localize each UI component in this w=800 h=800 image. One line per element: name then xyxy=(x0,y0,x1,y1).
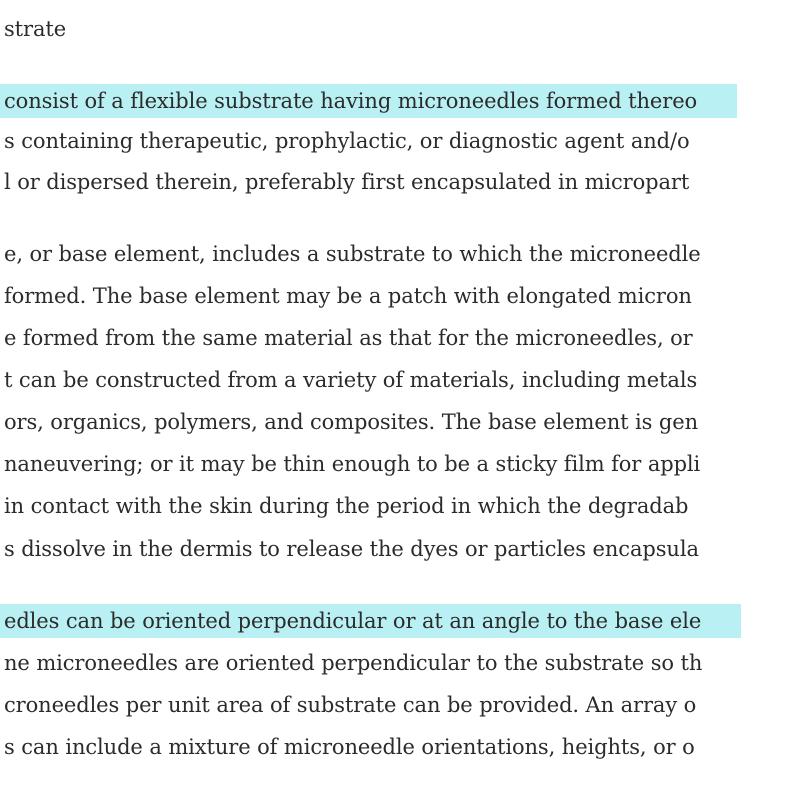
paragraph-2-line-1: e, or base element, includes a substrate to which the microneedle xyxy=(4,242,701,266)
paragraph-2-line-7: in contact with the skin during the period in which the degradab xyxy=(4,494,689,518)
paragraph-2-line-5: ors, organics, polymers, and composites. The base element is gen xyxy=(4,410,699,434)
paragraph-3-line-4: s can include a mixture of microneedle orientations, heights, or o xyxy=(4,735,695,759)
paragraph-1-line-2: s containing therapeutic, prophylactic, or diagnostic agent and/o xyxy=(4,129,690,153)
paragraph-1-line-3: l or dispersed therein, preferably first encapsulated in micropart xyxy=(4,170,690,194)
paragraph-2-line-8: s dissolve in the dermis to release the dyes or particles encapsula xyxy=(4,537,699,561)
paragraph-3-line-1-highlighted: edles can be oriented perpendicular or at an angle to the base ele xyxy=(0,604,741,638)
paragraph-2-line-2: formed. The base element may be a patch with elongated micron xyxy=(4,284,692,308)
paragraph-3-line-3: croneedles per unit area of substrate can be provided. An array o xyxy=(4,693,697,717)
paragraph-2-line-4: t can be constructed from a variety of materials, including metals xyxy=(4,368,698,392)
section-heading: strate xyxy=(4,17,67,41)
paragraph-3-line-2: ne microneedles are oriented perpendicular to the substrate so th xyxy=(4,651,703,675)
paragraph-2-line-3: e formed from the same material as that for the microneedles, or xyxy=(4,326,693,350)
paragraph-1-line-1-highlighted: consist of a flexible substrate having microneedles formed thereo xyxy=(0,84,737,118)
paragraph-2-line-6: naneuvering; or it may be thin enough to be a sticky film for appli xyxy=(4,452,701,476)
